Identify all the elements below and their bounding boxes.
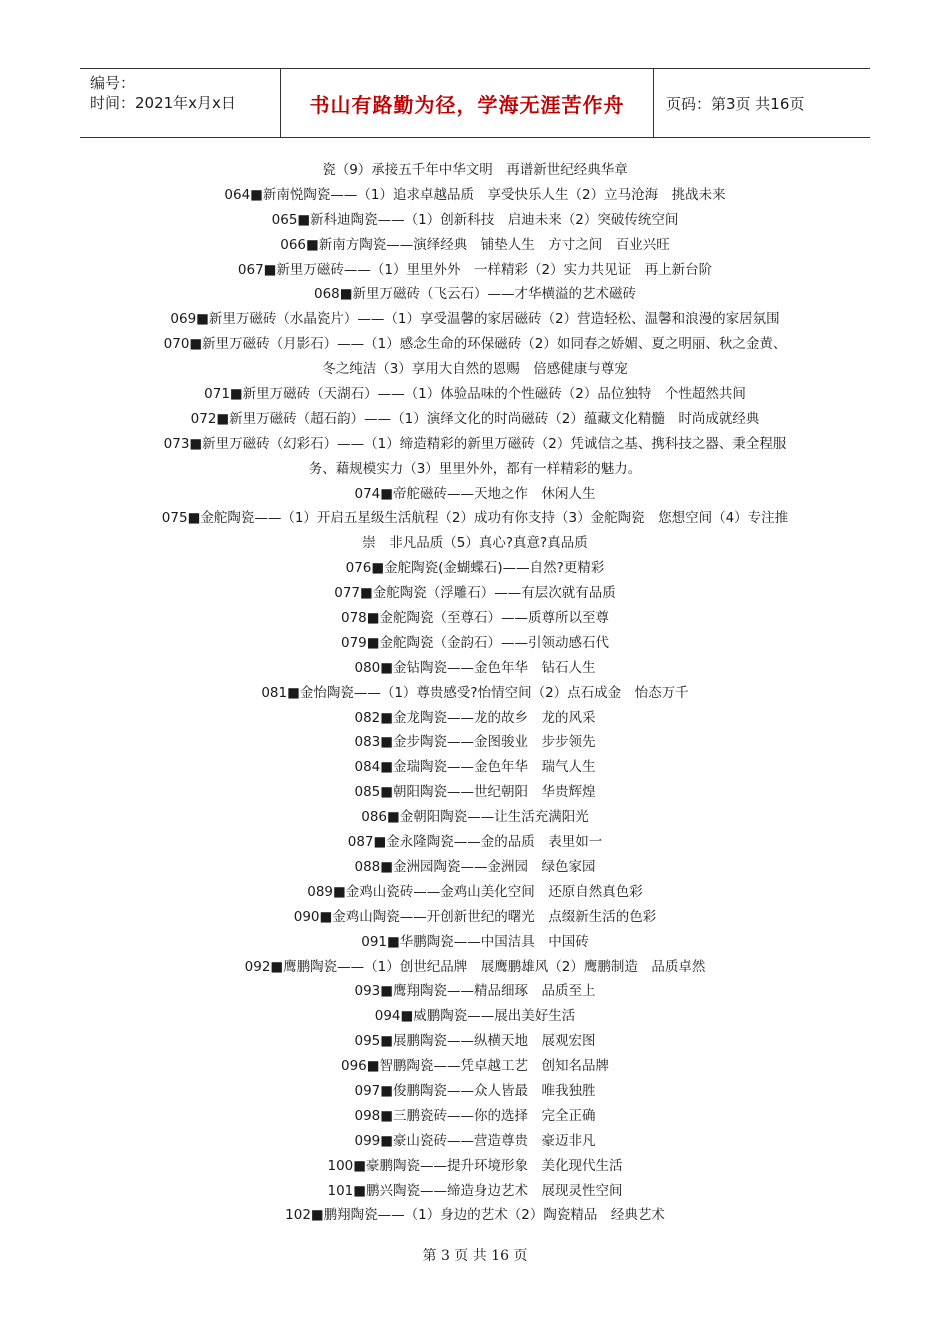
slogan-line: 务、藉规模实力（3）里里外外，都有一样精彩的魅力。 — [308, 460, 642, 477]
slogan-line: 068■新里万磁砖（飞云石）——才华横溢的艺术磁砖 — [313, 286, 637, 303]
slogan-line: 100■豪鹏陶瓷——提升环境形象 美化现代生活 — [327, 1157, 623, 1174]
slogan-line: 崇 非凡品质（5）真心?真意?真品质 — [362, 535, 588, 552]
slogan-line: 066■新南方陶瓷——演绎经典 铺垫人生 方寸之间 百业兴旺 — [280, 236, 670, 253]
slogan-line: 071■新里万磁砖（天湖石）——（1）体验品味的个性磁砖（2）品位独特 个性超然共间 — [204, 386, 746, 403]
slogan-line: 085■朝阳陶瓷——世纪朝阳 华贵辉煌 — [354, 784, 596, 801]
slogan-line: 065■新科迪陶瓷——（1）创新科技 启迪未来（2）突破传统空间 — [271, 211, 679, 228]
header-page-info: 页码：第3页 共16页 — [666, 94, 805, 113]
slogan-line: 099■豪山瓷砖——营造尊贵 豪迈非凡 — [354, 1132, 596, 1149]
slogan-line: 097■俊鹏陶瓷——众人皆最 唯我独胜 — [354, 1082, 596, 1099]
slogan-line: 093■鹰翔陶瓷——精品细琢 品质至上 — [354, 983, 596, 1000]
slogan-line: 090■金鸡山陶瓷——开创新世纪的曙光 点缀新生活的色彩 — [293, 908, 657, 925]
slogan-line: 082■金龙陶瓷——龙的故乡 龙的风采 — [354, 709, 596, 726]
slogan-line: 080■金钻陶瓷——金色年华 钻石人生 — [354, 659, 596, 676]
slogan-line: 069■新里万磁砖（水晶瓷片）——（1）享受温馨的家居磁砖（2）营造轻松、温馨和浪漫的家居氛围 — [170, 311, 780, 328]
slogan-line: 075■金舵陶瓷——（1）开启五星级生活航程（2）成功有你支持（3）金舵陶瓷 您想空间（4）专注推 — [161, 510, 789, 527]
slogan-line: 079■金舵陶瓷（金韵石）——引领动感石代 — [340, 634, 610, 651]
slogan-line: 101■鹏兴陶瓷——缔造身边艺术 展现灵性空间 — [327, 1182, 623, 1199]
slogan-line: 089■金鸡山瓷砖——金鸡山美化空间 还原自然真色彩 — [307, 883, 643, 900]
document-date: 时间：2021年x月x日 — [90, 94, 236, 112]
document-header — [80, 68, 870, 138]
slogan-line: 073■新里万磁砖（幻彩石）——（1）缔造精彩的新里万磁砖（2）凭诚信之基、携科技之器、秉全程服 — [163, 435, 787, 452]
slogan-line: 074■帝舵磁砖——天地之作 休闲人生 — [354, 485, 596, 502]
slogan-line: 092■鹰鹏陶瓷——（1）创世纪品牌 展鹰鹏雄风（2）鹰鹏制造 品质卓然 — [244, 958, 706, 975]
header-meta — [80, 69, 280, 137]
slogan-line: 冬之纯洁（3）享用大自然的恩赐 倍感健康与尊宠 — [322, 361, 628, 378]
header-motto: 书山有路勤为径，学海无涯苦作舟 — [280, 69, 654, 137]
slogan-line: 076■金舵陶瓷(金蝴蝶石)——自然?更精彩 — [345, 560, 605, 577]
slogan-list — [140, 158, 810, 1228]
slogan-line: 064■新南悦陶瓷——（1）追求卓越品质 享受快乐人生（2）立马沧海 挑战未来 — [224, 186, 726, 203]
slogan-line: 瓷（9）承接五千年中华文明 再谱新世纪经典华章 — [322, 162, 628, 178]
slogan-line: 094■威鹏陶瓷——展出美好生活 — [374, 1008, 576, 1025]
slogan-line: 091■华鹏陶瓷——中国洁具 中国砖 — [361, 933, 589, 950]
slogan-line: 088■金洲园陶瓷——金洲园 绿色家园 — [354, 858, 596, 875]
slogan-line: 098■三鹏瓷砖——你的选择 完全正确 — [354, 1107, 596, 1124]
page-footer: 第 3 页 共 16 页 — [422, 1248, 528, 1264]
slogan-line: 078■金舵陶瓷（至尊石）——质尊所以至尊 — [340, 610, 610, 627]
document-number-label: 编号： — [90, 74, 136, 92]
slogan-line: 077■金舵陶瓷（浮雕石）——有层次就有品质 — [334, 585, 616, 602]
slogan-line: 096■智鹏陶瓷——凭卓越工艺 创知名品牌 — [340, 1058, 610, 1075]
slogan-line: 081■金怡陶瓷——（1）尊贵感受?怡情空间（2）点石成金 怡态万千 — [261, 684, 689, 701]
slogan-line: 083■金步陶瓷——金图骏业 步步领先 — [354, 734, 596, 751]
slogan-line: 095■展鹏陶瓷——纵横天地 展观宏图 — [354, 1033, 596, 1050]
slogan-line: 086■金朝阳陶瓷——让生活充满阳光 — [361, 809, 589, 826]
slogan-line: 070■新里万磁砖（月影石）——（1）感念生命的环保磁砖（2）如同春之娇媚、夏之明丽、秋之金黄、 — [163, 336, 787, 353]
slogan-line: 102■鹏翔陶瓷——（1）身边的艺术（2）陶瓷精品 经典艺术 — [285, 1207, 665, 1224]
slogan-line: 067■新里万磁砖——（1）里里外外 一样精彩（2）实力共见证 再上新台阶 — [237, 261, 713, 278]
slogan-line: 084■金瑞陶瓷——金色年华 瑞气人生 — [354, 759, 596, 776]
slogan-line: 072■新里万磁砖（超石韵）——（1）演绎文化的时尚磁砖（2）蕴藏文化精髓 时尚成就经典 — [190, 410, 760, 427]
slogan-line: 087■金永隆陶瓷——金的品质 表里如一 — [347, 834, 603, 851]
